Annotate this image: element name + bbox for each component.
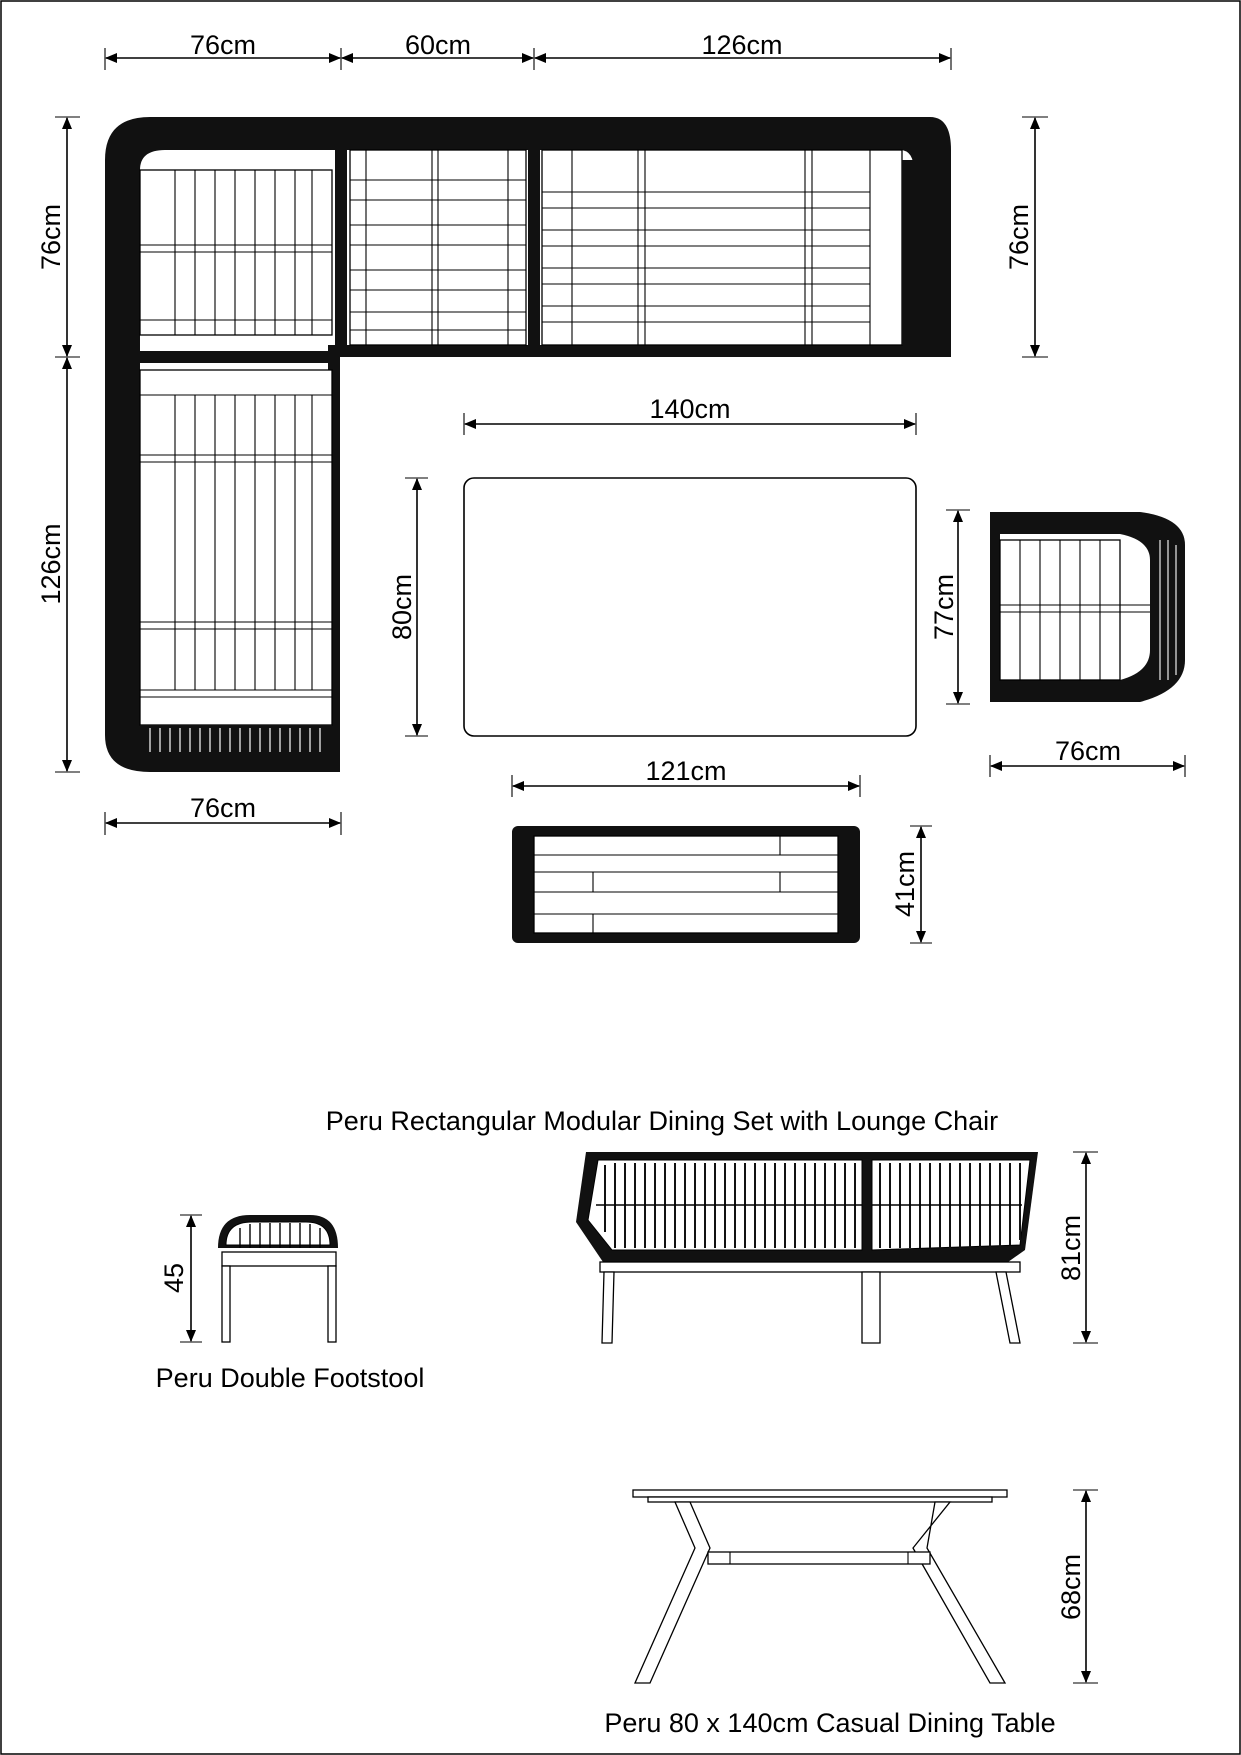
lounge-chair-top-view bbox=[929, 510, 1185, 777]
dim-sofa-left-width: 76cm bbox=[189, 30, 257, 60]
dim-bench-depth: 41cm bbox=[890, 850, 920, 918]
footstool-side-view bbox=[159, 1215, 338, 1342]
dim-chair-width: 76cm bbox=[1054, 736, 1122, 766]
dim-chair-depth: 77cm bbox=[929, 573, 959, 641]
caption-dining-table: Peru 80 x 140cm Casual Dining Table bbox=[604, 1708, 1056, 1738]
dim-sofa-height: 81cm bbox=[1056, 1214, 1086, 1282]
dim-sofa-left-depth: 76cm bbox=[36, 203, 66, 271]
dim-table-width: 80cm bbox=[387, 573, 417, 641]
table-top-view bbox=[387, 394, 916, 736]
left-dimensions bbox=[36, 117, 80, 772]
dim-footstool-height: 45 bbox=[159, 1262, 189, 1294]
dim-sofa-mid-width: 60cm bbox=[404, 30, 472, 60]
caption-dining-set: Peru Rectangular Modular Dining Set with Lounge Chair bbox=[325, 1106, 999, 1136]
sofa-side-view bbox=[576, 1152, 1098, 1343]
sofa-right-depth-dimension bbox=[1004, 117, 1048, 357]
dim-sofa-right-depth: 76cm bbox=[1004, 203, 1034, 271]
dim-table-length: 140cm bbox=[649, 394, 731, 424]
dining-table-side-view bbox=[633, 1490, 1098, 1683]
bench-top-view bbox=[512, 756, 932, 943]
dim-bench-length: 121cm bbox=[645, 756, 727, 786]
sofa-bottom-width-dimension bbox=[105, 793, 341, 835]
top-dimensions bbox=[105, 30, 951, 70]
dim-sofa-right-width: 126cm bbox=[701, 30, 783, 60]
dim-table-height: 68cm bbox=[1056, 1553, 1086, 1621]
caption-footstool: Peru Double Footstool bbox=[155, 1363, 425, 1393]
dim-sofa-long-length: 126cm bbox=[36, 523, 66, 605]
dim-sofa-bottom-width: 76cm bbox=[189, 793, 257, 823]
